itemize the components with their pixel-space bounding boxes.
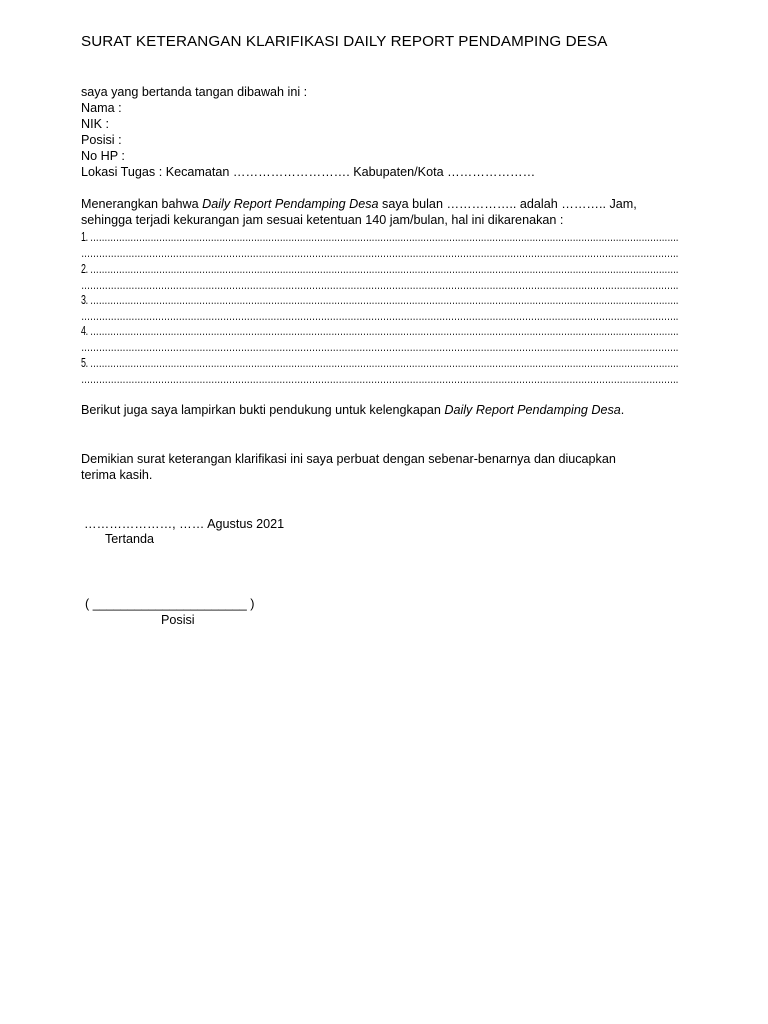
reason-2-line-2: ………………………………………………………………………………………………………………………………………………………………………………….: [81, 278, 679, 292]
intro-text: saya yang bertanda tangan dibawah ini :: [81, 85, 308, 99]
date-line: …………………, …… Agustus 2021: [84, 517, 285, 531]
menerangkan-italic: Daily Report Pendamping Desa: [202, 197, 379, 211]
demikian-line-2: terima kasih.: [81, 468, 153, 482]
lampiran-line: [81, 402, 624, 418]
tertanda-label: Tertanda: [105, 532, 155, 546]
field-nik: NIK :: [81, 117, 109, 131]
reason-2-line-1: 2. …………………………………………………………………………………………………………………………………………………………………………………….: [81, 262, 679, 276]
signature-line: ( ______________________ ): [85, 597, 255, 611]
reason-1-line-1: 1. …………………………………………………………………………………………………………………………………………………………………………………….: [81, 230, 679, 244]
reason-3-line-1: 3. …………………………………………………………………………………………………………………………………………………………………………………….: [81, 293, 679, 307]
demikian-line-1: Demikian surat keterangan klarifikasi ini saya perbuat dengan sebenar-benarnya dan diucapkan: [81, 452, 616, 466]
lampiran-suffix: .: [620, 403, 625, 417]
reason-5-line-2: ………………………………………………………………………………………………………………………………………………………………………………….: [81, 372, 679, 386]
sehingga-line: sehingga terjadi kekurangan jam sesuai ketentuan 140 jam/bulan, hal ini dikarenakan :: [81, 213, 564, 227]
field-posisi: Posisi :: [81, 133, 122, 147]
reason-3-line-2: ………………………………………………………………………………………………………………………………………………………………………………….: [81, 309, 679, 323]
reason-5-line-1: 5. …………………………………………………………………………………………………………………………………………………………………………………….: [81, 356, 679, 370]
reason-4-line-1: 4. …………………………………………………………………………………………………………………………………………………………………………………….: [81, 324, 679, 338]
field-nama: Nama :: [81, 101, 122, 115]
menerangkan-line: [81, 196, 637, 212]
field-no-hp: No HP :: [81, 149, 125, 163]
document-title: SURAT KETERANGAN KLARIFIKASI DAILY REPORT PENDAMPING DESA: [81, 33, 608, 50]
lampiran-italic: Daily Report Pendamping Desa: [444, 403, 621, 417]
menerangkan-prefix: Menerangkan bahwa: [81, 197, 203, 211]
lampiran-prefix: Berikut juga saya lampirkan bukti pendukung untuk kelengkapan: [81, 403, 445, 417]
reason-4-line-2: ………………………………………………………………………………………………………………………………………………………………………………….: [81, 340, 679, 354]
field-lokasi-tugas: Lokasi Tugas : Kecamatan ………………………. Kabupaten/Kota …………………: [81, 165, 536, 179]
posisi-label: Posisi: [161, 613, 195, 627]
reason-1-line-2: ………………………………………………………………………………………………………………………………………………………………………………….: [81, 246, 679, 260]
menerangkan-suffix: saya bulan …………….. adalah ……….. Jam,: [378, 197, 637, 211]
